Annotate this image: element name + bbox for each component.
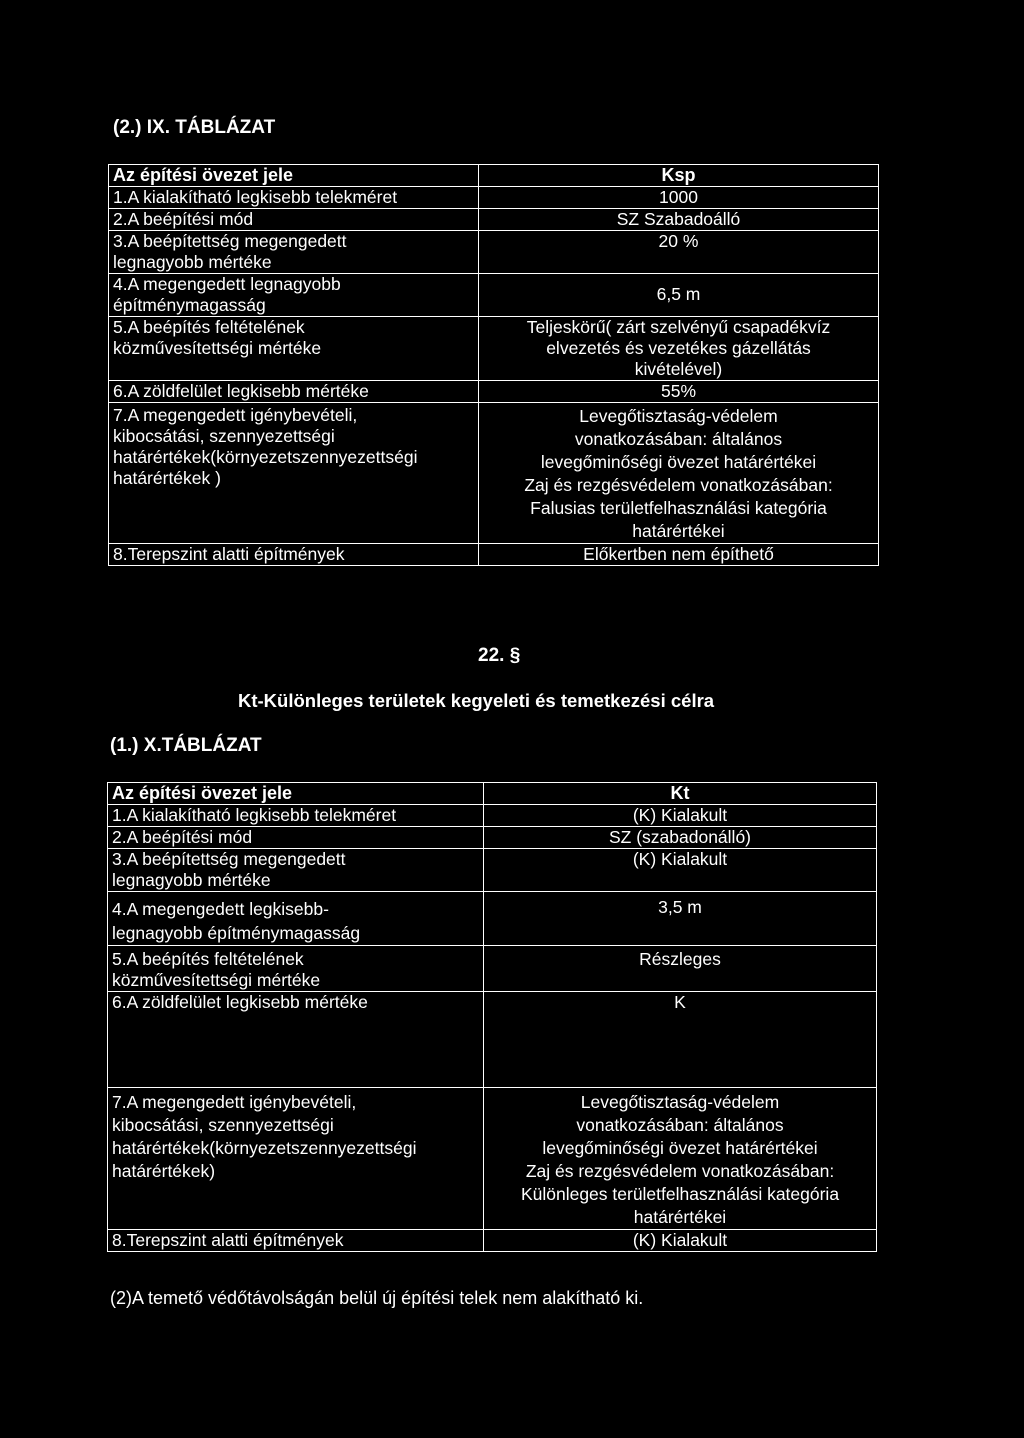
row-label: 8.Terepszint alatti építmények xyxy=(109,544,479,566)
row-value: K xyxy=(484,992,877,1088)
row-label: 5.A beépítés feltételének közművesítettségi mértéke xyxy=(108,946,484,992)
table-row xyxy=(109,544,879,566)
row-value: Levegőtisztaság-védelem vonatkozásában: általános levegőminőségi övezet határértékei Zaj és rezgésvédelem vonatkozásában: Falusias területfelhasználási kategória határértékei xyxy=(479,403,879,544)
zoning-table-ksp xyxy=(108,164,879,566)
table-header-row xyxy=(109,165,879,187)
row-value: (K) Kialakult xyxy=(484,805,877,827)
table-row xyxy=(109,381,879,403)
table-row xyxy=(109,231,879,274)
row-label: 4.A megengedett legkisebb- legnagyobb építménymagasság xyxy=(108,892,484,946)
row-value: (K) Kialakult xyxy=(484,849,877,892)
header-value: Ksp xyxy=(479,165,879,187)
table-row xyxy=(108,849,877,892)
table-row xyxy=(109,187,879,209)
row-value: Teljeskörű( zárt szelvényű csapadékvíz elvezetés és vezetékes gázellátás kivételével) xyxy=(479,317,879,381)
table-row xyxy=(109,317,879,381)
table-title: (2.) IX. TÁBLÁZAT xyxy=(113,117,276,138)
row-label: 7.A megengedett igénybevételi, kibocsátási, szennyezettségi határértékek(környezetszennyezettségi határértékek ) xyxy=(109,403,479,544)
zoning-table-kt xyxy=(107,782,877,1252)
table-row xyxy=(109,274,879,317)
table-header-row xyxy=(108,783,877,805)
header-label: Az építési övezet jele xyxy=(109,165,479,187)
row-label: 7.A megengedett igénybevételi, kibocsátási, szennyezettségi határértékek(környezetszennyezettségi határértékek) xyxy=(108,1088,484,1230)
row-value: 55% xyxy=(479,381,879,403)
table-row xyxy=(108,827,877,849)
row-value: Részleges xyxy=(484,946,877,992)
section-number: 22. § xyxy=(478,645,521,666)
table-row xyxy=(108,892,877,946)
row-value: 6,5 m xyxy=(479,274,879,317)
header-value: Kt xyxy=(484,783,877,805)
section-heading: Kt-Különleges területek kegyeleti és temetkezési célra xyxy=(238,690,715,711)
row-label: 4.A megengedett legnagyobb építménymagasság xyxy=(109,274,479,317)
row-label: 5.A beépítés feltételének közművesítettségi mértéke xyxy=(109,317,479,381)
row-value: SZ (szabadonálló) xyxy=(484,827,877,849)
row-value: 1000 xyxy=(479,187,879,209)
table-row xyxy=(108,805,877,827)
row-label: 6.A zöldfelület legkisebb mértéke xyxy=(108,992,484,1088)
row-label: 3.A beépítettség megengedett legnagyobb mértéke xyxy=(108,849,484,892)
row-label: 1.A kialakítható legkisebb telekméret xyxy=(108,805,484,827)
row-value: 3,5 m xyxy=(484,892,877,946)
row-value: SZ Szabadoálló xyxy=(479,209,879,231)
row-value: Előkertben nem építhető xyxy=(479,544,879,566)
table-row xyxy=(108,1088,877,1230)
table-row xyxy=(108,992,877,1088)
row-label: 6.A zöldfelület legkisebb mértéke xyxy=(109,381,479,403)
row-label: 8.Terepszint alatti építmények xyxy=(108,1230,484,1252)
table-row xyxy=(108,946,877,992)
row-value: (K) Kialakult xyxy=(484,1230,877,1252)
table-row xyxy=(108,1230,877,1252)
row-label: 2.A beépítési mód xyxy=(109,209,479,231)
footnote: (2)A temető védőtávolságán belül új építési telek nem alakítható ki. xyxy=(110,1288,644,1308)
header-label: Az építési övezet jele xyxy=(108,783,484,805)
row-label: 1.A kialakítható legkisebb telekméret xyxy=(109,187,479,209)
row-value: 20 % xyxy=(479,231,879,274)
row-label: 2.A beépítési mód xyxy=(108,827,484,849)
row-value: Levegőtisztaság-védelem vonatkozásában: általános levegőminőségi övezet határértékei Zaj és rezgésvédelem vonatkozásában: Különleges területfelhasználási kategória határértékei xyxy=(484,1088,877,1230)
table-title: (1.) X.TÁBLÁZAT xyxy=(110,735,262,756)
row-label: 3.A beépítettség megengedett legnagyobb mértéke xyxy=(109,231,479,274)
table-row xyxy=(109,403,879,544)
table-row xyxy=(109,209,879,231)
